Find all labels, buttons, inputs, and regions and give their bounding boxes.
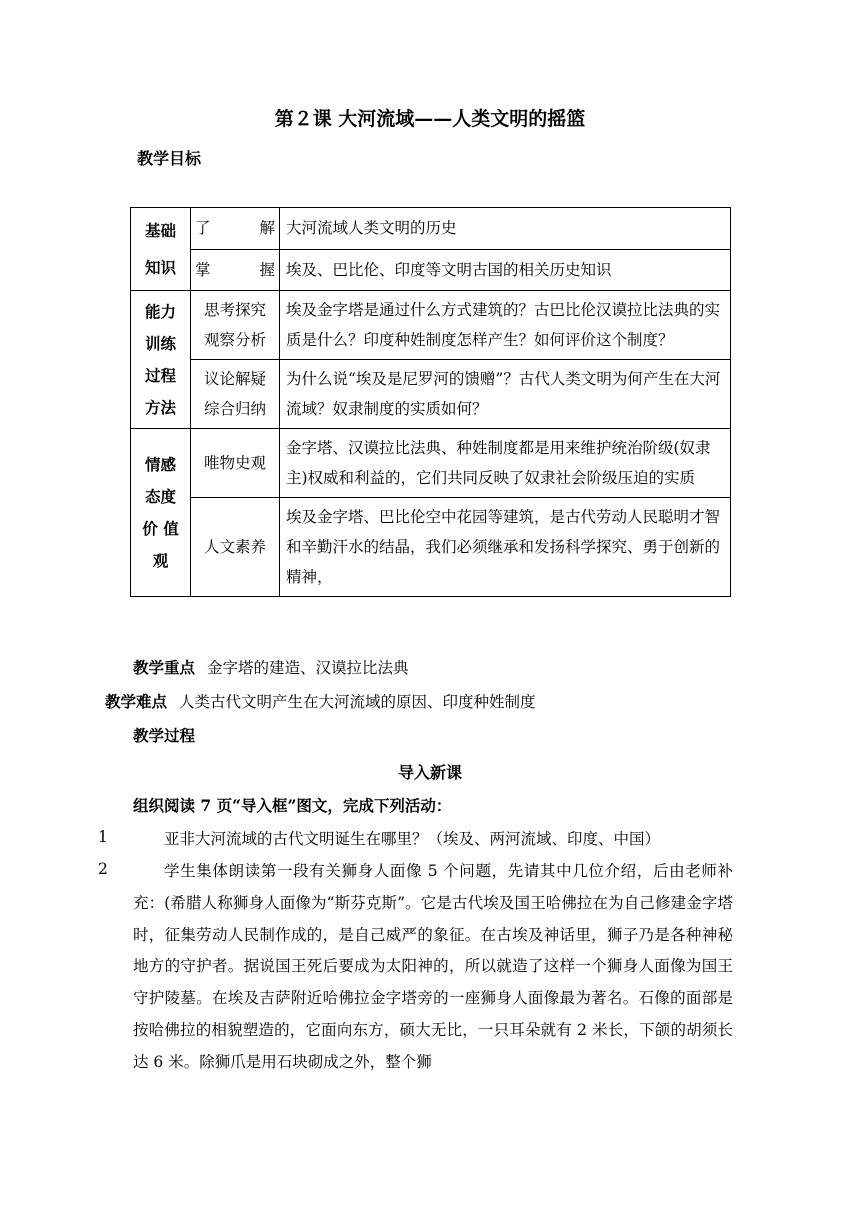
category-label: 能力训练过程方法 xyxy=(144,301,176,417)
sub-category: 掌 握 xyxy=(191,249,280,291)
list-item: 亚非大河流域的古代文明诞生在哪里？（埃及、两河流域、印度、中国） xyxy=(164,830,661,848)
table-row xyxy=(131,249,731,291)
goals-table xyxy=(130,207,731,597)
list-item: 学生集体朗读第一段有关狮身人面像 5 个问题，先请其中几位介绍，后由老师补充：(希腊人称狮身人面像为“斯芬克斯”。它是古代埃及国王哈佛拉在为自己修建金字塔时，征集劳动人民制作成的，是自己威严的象征。在古埃及神话里，狮子乃是各种神秘地方的守护者。据说国王死后要成为太阳神的，所以就造了这样一个狮身人面像为国王守护陵墓。在埃及吉萨附近哈佛拉金字塔旁的一座狮身人面像最为著名。石像的面部是按哈佛拉的相貌塑造的，它面向东方，硕大无比，一只耳朵就有 2 米长，下颌的胡须长达 6 米。除狮爪是用石块砌成之外，整个狮 xyxy=(133,862,733,1071)
sub-category: 了 解 xyxy=(191,208,280,250)
process-heading: 教学过程 xyxy=(133,726,196,745)
category-emotion xyxy=(131,429,191,597)
goal-content: 大河流域人类文明的历史 xyxy=(280,208,731,250)
difficulty-text: 人类古代文明产生在大河流域的原因、印度种姓制度 xyxy=(179,693,536,711)
category-label: 情感态度价 值观 xyxy=(142,454,179,570)
goal-content: 金字塔、汉谟拉比法典、种姓制度都是用来维护统治阶级(奴隶主)权威和利益的，它们共同反映了奴隶社会阶级压迫的实质 xyxy=(280,429,731,498)
intro-heading: 导入新课 xyxy=(397,763,462,782)
activity-heading: 组织阅读 7 页“导入框”图文，完成下列活动： xyxy=(133,796,452,815)
difficulty-label: 教学难点 xyxy=(105,692,168,711)
goal-content: 埃及金字塔是通过什么方式建筑的？古巴比伦汉谟拉比法典的实质是什么？印度种姓制度怎样产生？如何评价这个制度？ xyxy=(280,291,731,360)
sub-category-label: 议论解疑综合归纳 xyxy=(203,370,266,418)
sub-category xyxy=(191,291,280,360)
key-point-label: 教学重点 xyxy=(133,658,196,677)
lesson-title: 第２课 大河流域——人类文明的摇篮 xyxy=(274,108,586,130)
category-knowledge xyxy=(131,208,191,291)
item-number: 1 xyxy=(98,828,108,846)
difficulty-line xyxy=(105,690,536,714)
key-point-line xyxy=(133,656,409,680)
goals-heading: 教学目标 xyxy=(137,149,202,168)
table-row xyxy=(131,208,731,250)
table-row xyxy=(131,360,731,429)
key-point-text: 金字塔的建造、汉谟拉比法典 xyxy=(207,659,409,677)
goal-content: 埃及、巴比伦、印度等文明古国的相关历史知识 xyxy=(280,249,731,291)
sub-category: 唯物史观 xyxy=(191,429,280,498)
table-row xyxy=(131,498,731,597)
table-row xyxy=(131,291,731,360)
goal-content: 埃及金字塔、巴比伦空中花园等建筑，是古代劳动人民聪明才智和辛勤汗水的结晶，我们必须继承和发扬科学探究、勇于创新的精神， xyxy=(280,498,731,597)
sub-category xyxy=(191,360,280,429)
table-row xyxy=(131,429,731,498)
category-label: 基础知识 xyxy=(144,221,176,277)
goal-content: 为什么说“埃及是尼罗河的馈赠”？古代人类文明为何产生在大河流域？奴隶制度的实质如何？ xyxy=(280,360,731,429)
item-number: 2 xyxy=(98,860,108,878)
category-ability xyxy=(131,291,191,429)
sub-category-label: 思考探究观察分析 xyxy=(203,301,266,349)
sub-category: 人文素养 xyxy=(191,498,280,597)
